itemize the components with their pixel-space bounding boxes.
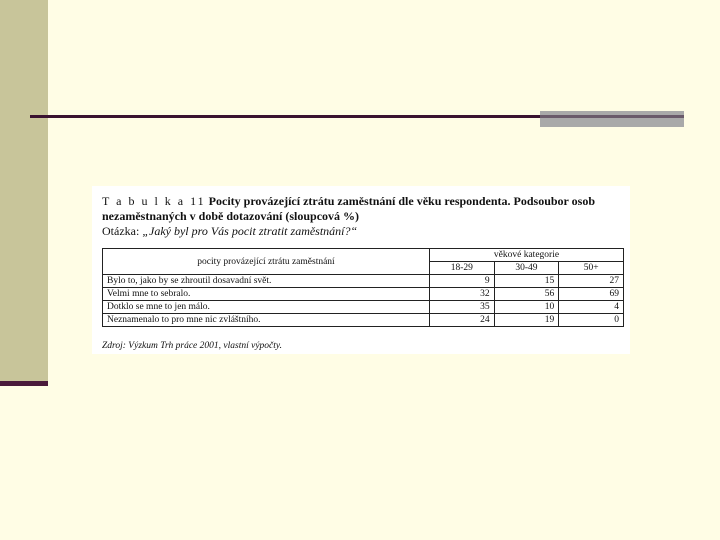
divider-gray-block <box>540 111 684 127</box>
cell-value: 56 <box>494 288 559 301</box>
row-label: Dotklo se mne to jen málo. <box>103 301 430 314</box>
survey-question <box>102 224 622 239</box>
cell-value: 19 <box>494 314 559 327</box>
age-col-3: 50+ <box>559 262 624 275</box>
table-figure <box>92 186 630 354</box>
table-caption <box>102 194 622 239</box>
cell-value: 69 <box>559 288 624 301</box>
table-row <box>103 288 624 301</box>
cell-value: 24 <box>429 314 494 327</box>
data-table <box>102 248 624 327</box>
row-label: Neznamenalo to pro mne nic zvláštního. <box>103 314 430 327</box>
table-row <box>103 301 624 314</box>
cell-value: 10 <box>494 301 559 314</box>
cell-value: 0 <box>559 314 624 327</box>
cell-value: 32 <box>429 288 494 301</box>
row-label: Bylo to, jako by se zhroutil dosavadní svět. <box>103 275 430 288</box>
cell-value: 9 <box>429 275 494 288</box>
age-group-header: věkové kategorie <box>429 249 623 262</box>
table-row <box>103 275 624 288</box>
question-text: „Jaký byl pro Vás pocit ztratit zaměstnání?“ <box>142 224 358 238</box>
table-number: T a b u l k a 11 <box>102 194 206 208</box>
left-decorative-band <box>0 0 48 386</box>
row-header: pocity provázející ztrátu zaměstnání <box>103 249 430 275</box>
cell-value: 4 <box>559 301 624 314</box>
cell-value: 27 <box>559 275 624 288</box>
cell-value: 15 <box>494 275 559 288</box>
age-col-2: 30-49 <box>494 262 559 275</box>
table-row <box>103 314 624 327</box>
title-divider-line <box>30 115 540 118</box>
age-col-1: 18-29 <box>429 262 494 275</box>
table-title: Pocity provázející ztrátu zaměstnání dle věku respondenta. Podsoubor osob nezaměstnaných v době dotazování (sloupcová %) <box>102 194 595 223</box>
question-label: Otázka: <box>102 224 140 238</box>
left-band-bottom-accent <box>0 381 48 386</box>
cell-value: 35 <box>429 301 494 314</box>
divider-gray-line <box>540 115 684 118</box>
table-source-note: Zdroj: Výzkum Trh práce 2001, vlastní výpočty. <box>102 341 282 351</box>
row-label: Velmi mne to sebralo. <box>103 288 430 301</box>
